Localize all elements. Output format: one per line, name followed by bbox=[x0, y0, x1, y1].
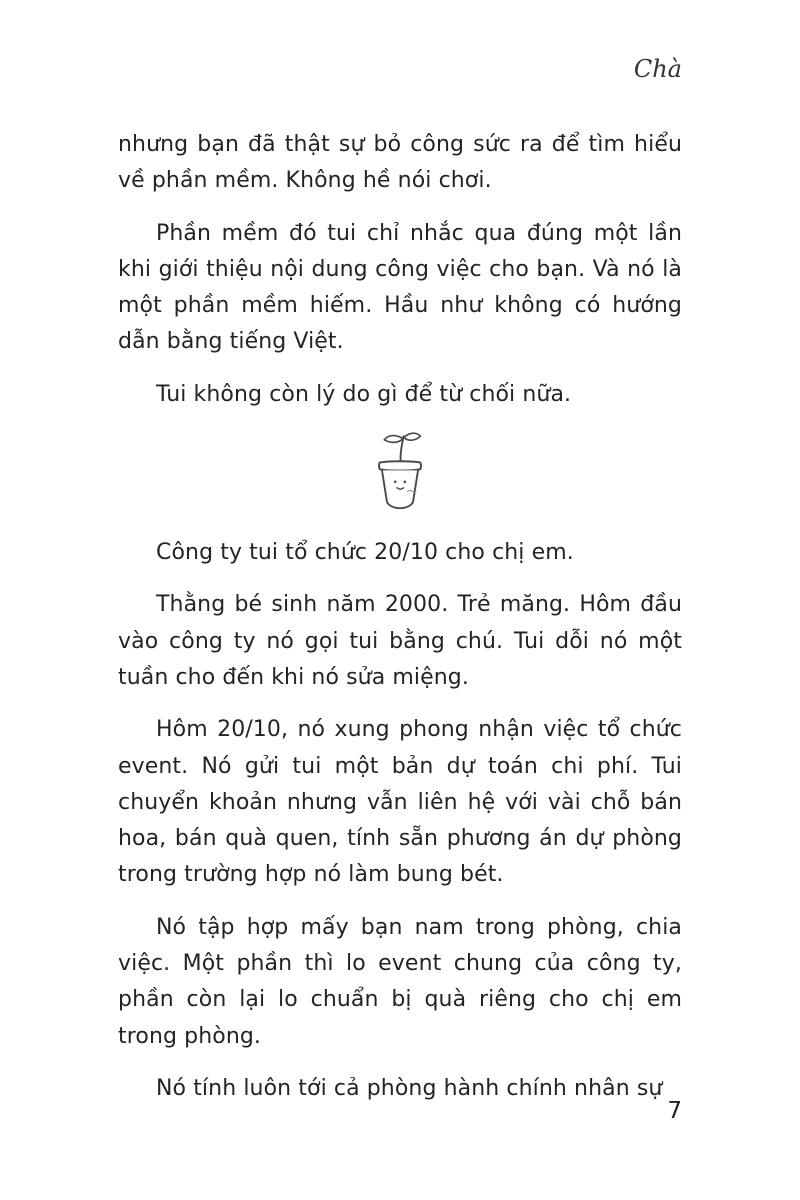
paragraph: Tui không còn lý do gì để từ chối nữa. bbox=[156, 381, 572, 407]
plant-pot-icon bbox=[364, 498, 436, 517]
paragraph: Công ty tui tổ chức 20/10 cho chị em. bbox=[156, 540, 574, 566]
paragraph: Nó tập hợp mấy bạn nam trong phòng, chia việc. Một phần thì lo event chung của công ty, phần còn lại lo chuẩn bị quà riêng cho chị em trong phòng. bbox=[118, 914, 682, 1049]
section-divider bbox=[118, 429, 682, 513]
paragraph: Nó tính luôn tới cả phòng hành chính nhân sự bbox=[156, 1075, 663, 1101]
paragraph: Hôm 20/10, nó xung phong nhận việc tổ chức event. Nó gửi tui một bản dự toán chi phí. Tui chuyển khoản nhưng vẫn liên hệ với vài chỗ bán hoa, bán quà quen, tính sẵn phương án dự phòng trong trường hợp nó làm bung bét. bbox=[118, 717, 682, 888]
paragraph: nhưng bạn đã thật sự bỏ công sức ra để tìm hiểu về phần mềm. Không hề nói chơi. bbox=[118, 132, 682, 194]
paragraph: Phần mềm đó tui chỉ nhắc qua đúng một lần khi giới thiệu nội dung công việc cho bạn. Và nó là một phần mềm hiếm. Hầu như không có hướng dẫn bằng tiếng Việt. bbox=[118, 220, 682, 355]
running-header: Chà bbox=[633, 55, 682, 83]
paragraph: Thằng bé sinh năm 2000. Trẻ măng. Hôm đầu vào công ty nó gọi tui bằng chú. Tui dỗi nó một tuần cho đến khi nó sửa miệng. bbox=[118, 592, 682, 690]
page-number: 7 bbox=[667, 1098, 682, 1124]
text-column bbox=[118, 127, 682, 1107]
